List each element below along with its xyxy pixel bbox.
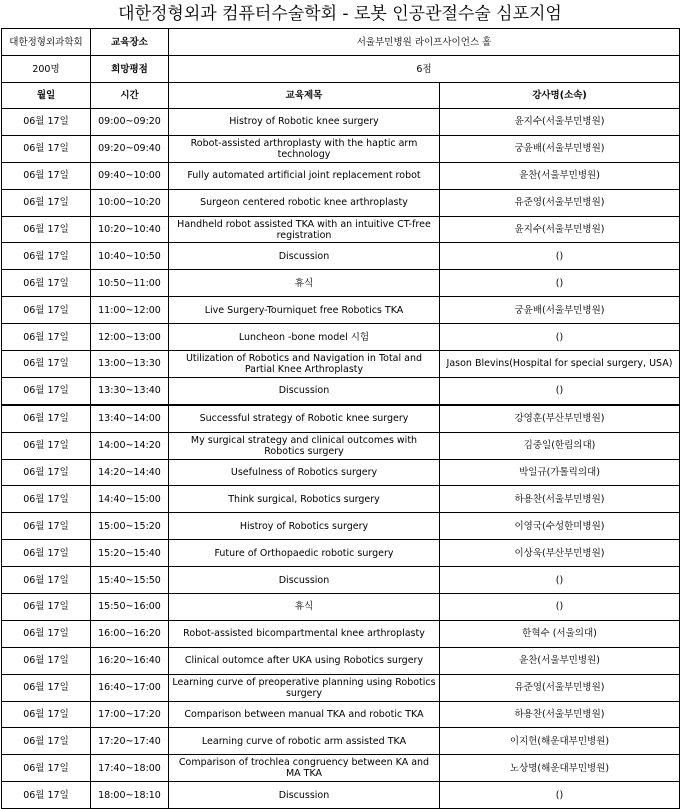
row-speaker: 윤지수(서울부민병원) (440, 216, 680, 243)
row-time: 15:20~15:40 (91, 540, 169, 567)
row-date: 06월 17일 (2, 782, 91, 809)
row-time: 10:20~10:40 (91, 216, 169, 243)
row-date: 06월 17일 (2, 162, 91, 189)
table-row (2, 324, 680, 351)
table-row (2, 405, 680, 432)
table-row (2, 135, 680, 162)
table-row (2, 513, 680, 540)
row-date: 06월 17일 (2, 377, 91, 404)
table-row (2, 297, 680, 324)
row-time: 11:00~12:00 (91, 297, 169, 324)
row-date: 06월 17일 (2, 109, 91, 136)
organizer: 대한정형외과학회 (2, 29, 91, 56)
row-topic: Surgeon centered robotic knee arthroplasty (169, 189, 440, 216)
table-row (2, 189, 680, 216)
header-speaker: 강사명(소속) (440, 83, 680, 109)
table-row (2, 351, 680, 378)
page-title: 대한정형외과 컴퓨터수술학회 - 로봇 인공관절수술 심포지엄 (118, 4, 562, 24)
row-time: 09:20~09:40 (91, 135, 169, 162)
row-topic: 휴식 (169, 270, 440, 297)
info-row-points (2, 56, 680, 83)
row-speaker: () (440, 377, 680, 404)
row-time: 15:50~16:00 (91, 594, 169, 621)
row-time: 16:40~17:00 (91, 674, 169, 701)
row-time: 09:40~10:00 (91, 162, 169, 189)
row-speaker: 궁윤배(서울부민병원) (440, 135, 680, 162)
row-topic: Discussion (169, 782, 440, 809)
row-speaker: 윤찬(서울부민병원) (440, 162, 680, 189)
table-row (2, 109, 680, 136)
table-row (2, 701, 680, 728)
row-speaker: 한혁수 (서울의대) (440, 620, 680, 647)
row-speaker: 궁윤배(서울부민병원) (440, 297, 680, 324)
row-topic: Luncheon -bone model 시험 (169, 324, 440, 351)
table-row (2, 755, 680, 782)
table-row (2, 647, 680, 674)
venue-value: 서울부민병원 라이프사이언스 홀 (169, 29, 680, 56)
row-time: 18:00~18:10 (91, 782, 169, 809)
row-date: 06월 17일 (2, 513, 91, 540)
row-time: 16:00~16:20 (91, 620, 169, 647)
row-topic: Successful strategy of Robotic knee surgery (169, 405, 440, 432)
row-time: 10:50~11:00 (91, 270, 169, 297)
row-topic: Learning curve of robotic arm assisted TKA (169, 728, 440, 755)
table-row (2, 377, 680, 404)
table-row (2, 594, 680, 621)
row-speaker: 윤찬(서울부민병원) (440, 647, 680, 674)
row-topic: Future of Orthopaedic robotic surgery (169, 540, 440, 567)
row-time: 17:20~17:40 (91, 728, 169, 755)
schedule-table (1, 28, 680, 809)
table-row (2, 216, 680, 243)
row-topic: Learning curve of preoperative planning using Robotics surgery (169, 674, 440, 701)
row-topic: Discussion (169, 377, 440, 404)
row-topic: Robot-assisted bicompartmental knee arthroplasty (169, 620, 440, 647)
row-topic: Clinical outomce after UKA using Robotics surgery (169, 647, 440, 674)
row-speaker: 이지헌(해운대부민병원) (440, 728, 680, 755)
row-time: 10:00~10:20 (91, 189, 169, 216)
row-topic: Think surgical, Robotics surgery (169, 486, 440, 513)
row-time: 15:00~15:20 (91, 513, 169, 540)
table-row (2, 162, 680, 189)
row-topic: Robot-assisted arthroplasty with the haptic arm technology (169, 135, 440, 162)
row-topic: Histroy of Robotic knee surgery (169, 109, 440, 136)
row-topic: My surgical strategy and clinical outcomes with Robotics surgery (169, 432, 440, 459)
row-speaker: 김중일(한림의대) (440, 432, 680, 459)
row-topic: Utilization of Robotics and Navigation in Total and Partial Knee Arthroplasty (169, 351, 440, 378)
row-topic: Usefulness of Robotics surgery (169, 459, 440, 486)
row-date: 06월 17일 (2, 755, 91, 782)
row-date: 06월 17일 (2, 189, 91, 216)
row-date: 06월 17일 (2, 432, 91, 459)
table-row (2, 620, 680, 647)
row-topic: 휴식 (169, 594, 440, 621)
info-row-venue (2, 29, 680, 56)
row-speaker: () (440, 270, 680, 297)
row-time: 13:30~13:40 (91, 377, 169, 404)
header-row (2, 83, 680, 109)
capacity: 200명 (2, 56, 91, 83)
header-time: 시간 (91, 83, 169, 109)
points-label: 희망평점 (91, 56, 169, 83)
table-row (2, 728, 680, 755)
row-time: 10:40~10:50 (91, 243, 169, 270)
row-time: 13:00~13:30 (91, 351, 169, 378)
row-time: 14:00~14:20 (91, 432, 169, 459)
row-topic: Discussion (169, 243, 440, 270)
row-speaker: () (440, 324, 680, 351)
row-speaker: 유준영(서울부민병원) (440, 189, 680, 216)
row-date: 06월 17일 (2, 540, 91, 567)
row-topic: Handheld robot assisted TKA with an intuitive CT-free registration (169, 216, 440, 243)
row-date: 06월 17일 (2, 486, 91, 513)
row-speaker: 이영국(수성한미병원) (440, 513, 680, 540)
row-time: 14:40~15:00 (91, 486, 169, 513)
row-speaker: 노상명(해운대부민병원) (440, 755, 680, 782)
venue-label: 교육장소 (91, 29, 169, 56)
table-row (2, 243, 680, 270)
points-value: 6점 (169, 56, 680, 83)
row-date: 06월 17일 (2, 728, 91, 755)
table-row (2, 270, 680, 297)
row-topic: Comparison between manual TKA and robotic TKA (169, 701, 440, 728)
row-time: 14:20~14:40 (91, 459, 169, 486)
row-speaker: 이상욱(부산부민병원) (440, 540, 680, 567)
table-row (2, 674, 680, 701)
row-speaker: 박일규(가톨릭의대) (440, 459, 680, 486)
row-topic: Fully automated artificial joint replacement robot (169, 162, 440, 189)
row-date: 06월 17일 (2, 620, 91, 647)
row-date: 06월 17일 (2, 459, 91, 486)
row-speaker: 윤지수(서울부민병원) (440, 109, 680, 136)
row-date: 06월 17일 (2, 216, 91, 243)
row-time: 09:00~09:20 (91, 109, 169, 136)
row-speaker: () (440, 567, 680, 594)
row-date: 06월 17일 (2, 243, 91, 270)
row-time: 16:20~16:40 (91, 647, 169, 674)
row-speaker: 하용찬(서울부민병원) (440, 486, 680, 513)
row-speaker: 유준영(서울부민병원) (440, 674, 680, 701)
header-date: 월일 (2, 83, 91, 109)
row-speaker: 강영훈(부산부민병원) (440, 405, 680, 432)
table-row (2, 567, 680, 594)
row-date: 06월 17일 (2, 297, 91, 324)
row-time: 17:40~18:00 (91, 755, 169, 782)
row-date: 06월 17일 (2, 405, 91, 432)
row-date: 06월 17일 (2, 594, 91, 621)
row-speaker: () (440, 243, 680, 270)
row-topic: Histroy of Robotics surgery (169, 513, 440, 540)
table-row (2, 459, 680, 486)
row-speaker: () (440, 594, 680, 621)
row-speaker: () (440, 782, 680, 809)
table-row (2, 540, 680, 567)
row-time: 15:40~15:50 (91, 567, 169, 594)
row-date: 06월 17일 (2, 135, 91, 162)
table-row (2, 782, 680, 809)
row-topic: Comparison of trochlea congruency between KA and MA TKA (169, 755, 440, 782)
row-topic: Discussion (169, 567, 440, 594)
row-date: 06월 17일 (2, 270, 91, 297)
row-date: 06월 17일 (2, 701, 91, 728)
row-time: 17:00~17:20 (91, 701, 169, 728)
row-date: 06월 17일 (2, 567, 91, 594)
header-topic: 교육제목 (169, 83, 440, 109)
row-speaker: Jason Blevins(Hospital for special surgery, USA) (440, 351, 680, 378)
row-speaker: 하용찬(서울부민병원) (440, 701, 680, 728)
row-time: 12:00~13:00 (91, 324, 169, 351)
row-topic: Live Surgery-Tourniquet free Robotics TKA (169, 297, 440, 324)
table-row (2, 486, 680, 513)
row-time: 13:40~14:00 (91, 405, 169, 432)
row-date: 06월 17일 (2, 351, 91, 378)
table-row (2, 432, 680, 459)
row-date: 06월 17일 (2, 674, 91, 701)
row-date: 06월 17일 (2, 647, 91, 674)
row-date: 06월 17일 (2, 324, 91, 351)
